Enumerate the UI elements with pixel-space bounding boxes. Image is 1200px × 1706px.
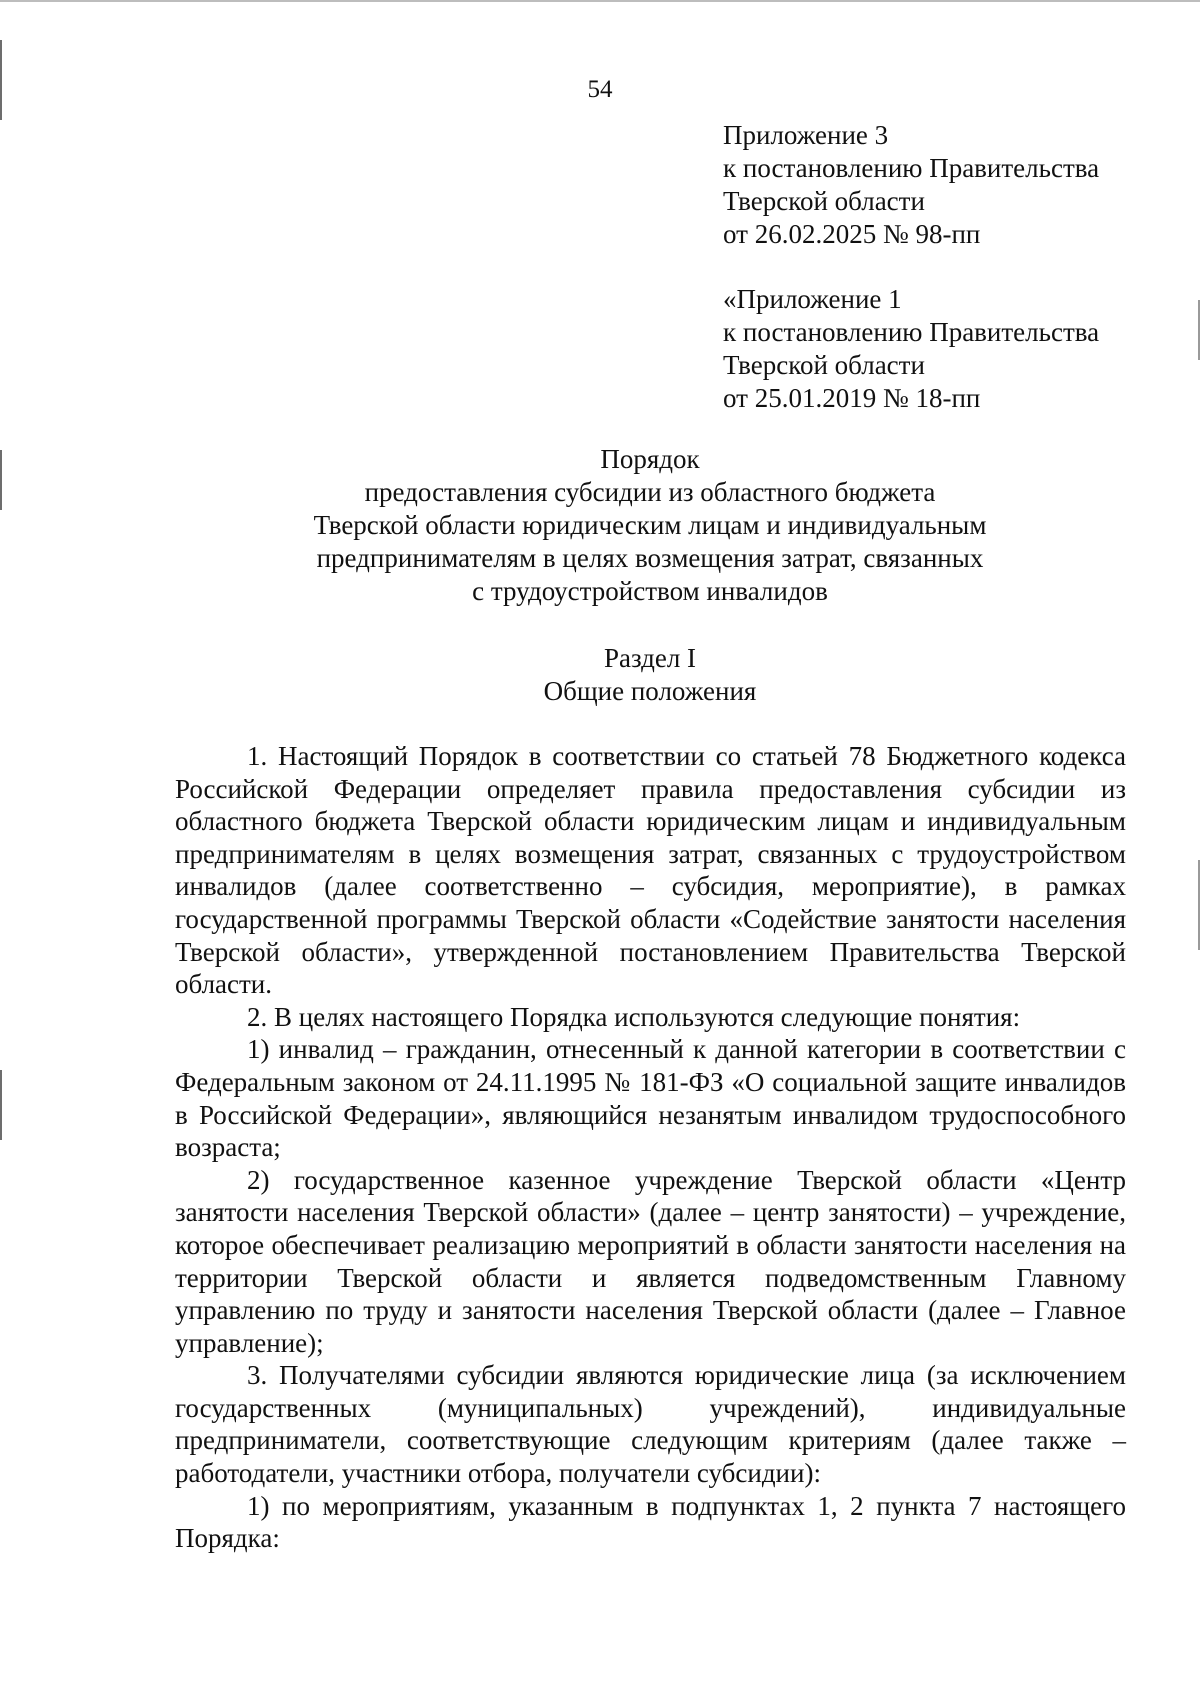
appendix-line: «Приложение 1 [723, 284, 902, 314]
section-heading [100, 642, 1200, 708]
section-name: Общие положения [543, 676, 757, 706]
appendix-line: от 26.02.2025 № 98-пп [723, 219, 981, 249]
paragraph: 1. Настоящий Порядок в соответствии со статьей 78 Бюджетного кодекса Российской Федерации определяет правила предоставления субсидии из областного бюджета Тверской области юридическим лицам и индивидуальным предпринимателям в целях возмещения затрат, связанных с трудоустройством инвалидов (далее соответственно – субсидия, мероприятие), в рамках государственной программы Тверской области «Содействие занятости населения Тверской области», утвержденной постановлением Правительства Тверской области. [175, 741, 1126, 1000]
body-text [175, 740, 1126, 1555]
title-line: с трудоустройством инвалидов [472, 576, 828, 606]
title-line: предоставления субсидии из областного бюджета [364, 477, 936, 507]
paragraph: 3. Получателями субсидии являются юридические лица (за исключением государственных (муниципальных) учреждений), индивидуальные предприниматели, соответствующие следующим критериям (далее также – работодатели, участники отбора, получатели субсидии): [175, 1360, 1126, 1489]
paragraph: 1) инвалид – гражданин, отнесенный к данной категории в соответствии с Федеральным законом от 24.11.1995 № 181-ФЗ «О социальной защите инвалидов в Российской Федерации», являющийся незанятым инвалидом трудоспособного возраста; [175, 1034, 1126, 1163]
paragraph: 2. В целях настоящего Порядка используются следующие понятия: [247, 1001, 1021, 1032]
appendix-line: Тверской области [723, 186, 925, 216]
appendix-line: к постановлению Правительства [723, 153, 1100, 183]
scan-artifact-top-edge [0, 0, 1200, 2]
appendix-current-header [723, 119, 1163, 251]
paragraph: 1) по мероприятиям, указанным в подпунктах 1, 2 пункта 7 настоящего Порядка: [175, 1490, 1126, 1554]
section-number: Раздел I [603, 643, 697, 673]
title-line: Порядок [600, 444, 700, 474]
title-line: предпринимателям в целях возмещения затрат, связанных [316, 543, 984, 573]
page-number: 54 [587, 76, 613, 103]
title-line: Тверской области юридическим лицам и индивидуальным [313, 510, 987, 540]
appendix-previous-header [723, 283, 1163, 415]
paragraph: 2) государственное казенное учреждение Тверской области «Центр занятости населения Тверской области» (далее – центр занятости) – учреждение, которое обеспечивает реализацию мероприятий в области занятости населения на территории Тверской области и является подведомственным Главному управлению по труду и занятости населения Тверской области (далее – Главное управление); [175, 1164, 1126, 1358]
appendix-line: Тверской области [723, 350, 925, 380]
scan-artifact-left-edge [0, 1070, 2, 1140]
scan-artifact-left-edge [0, 450, 2, 510]
appendix-line: Приложение 3 [723, 120, 889, 150]
appendix-line: к постановлению Правительства [723, 317, 1100, 347]
appendix-line: от 25.01.2019 № 18-пп [723, 383, 981, 413]
document-title [100, 443, 1200, 608]
